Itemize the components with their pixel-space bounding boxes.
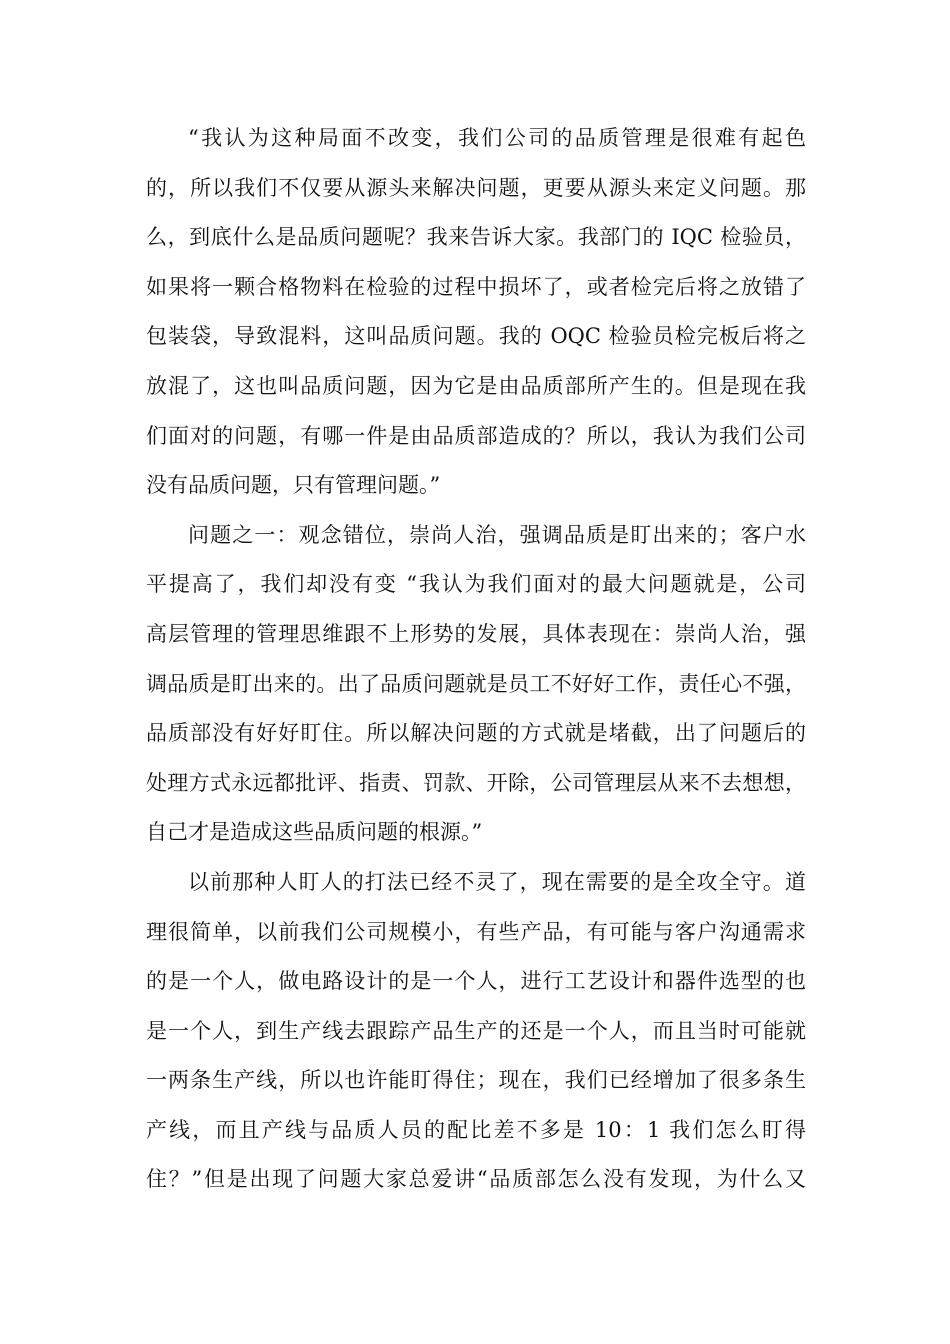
paragraph-2-line: 处理方式永远都批评、指责、罚款、开除，公司管理层从来不去想想， xyxy=(146,770,806,795)
paragraph-1-line: 的，所以我们不仅要从源头来解决问题，更要从源头来定义问题。那 xyxy=(146,175,806,200)
paragraph-2-line: 品质部没有好好盯住。所以解决问题的方式就是堵截，出了问题后的 xyxy=(146,721,806,746)
paragraph-3-line: 的是一个人，做电路设计的是一个人，进行工艺设计和器件选型的也 xyxy=(146,969,806,994)
paragraph-3-line: 产线，而且产线与品质人员的配比差不多是 10：1 我们怎么盯得 xyxy=(146,1117,806,1142)
paragraph-3-line: 理很简单，以前我们公司规模小，有些产品，有可能与客户沟通需求 xyxy=(146,919,806,944)
paragraph-3-line: 住？”但是出现了问题大家总爱讲“品质部怎么没有发现，为什么又 xyxy=(146,1167,806,1192)
paragraph-2-line: 调品质是盯出来的。出了品质问题就是员工不好好工作，责任心不强， xyxy=(146,671,806,696)
paragraph-1-line: 包装袋，导致混料，这叫品质问题。我的 OQC 检验员检完板后将之 xyxy=(146,324,806,349)
paragraph-2-line: 高层管理的管理思维跟不上形势的发展，具体表现在：崇尚人治，强 xyxy=(146,621,806,646)
paragraph-3-line: 以前那种人盯人的打法已经不灵了，现在需要的是全攻全守。道 xyxy=(188,869,806,894)
paragraph-1-line: 们面对的问题，有哪一件是由品质部造成的？所以，我认为我们公司 xyxy=(146,423,806,448)
body-text xyxy=(146,114,806,1205)
paragraph-2-line: 平提高了，我们却没有变 “我认为我们面对的最大问题就是，公司 xyxy=(146,572,806,597)
paragraph-1-line: 么，到底什么是品质问题呢？我来告诉大家。我部门的 IQC 检验员， xyxy=(146,225,806,250)
paragraph-2-line: 自己才是造成这些品质问题的根源。” xyxy=(146,820,483,845)
paragraph-2-line: 问题之一：观念错位，崇尚人治，强调品质是盯出来的；客户水 xyxy=(188,522,806,547)
paragraph-1-line: “我认为这种局面不改变，我们公司的品质管理是很难有起色 xyxy=(188,126,806,150)
paragraph-3-line: 一两条生产线，所以也许能盯得住；现在，我们已经增加了很多条生 xyxy=(146,1068,806,1093)
paragraph-1-line: 没有品质问题，只有管理问题。” xyxy=(146,473,441,498)
paragraph-3-line: 是一个人，到生产线去跟踪产品生产的还是一个人，而且当时可能就 xyxy=(146,1018,806,1043)
paragraph-1-line: 如果将一颗合格物料在检验的过程中损坏了，或者检完后将之放错了 xyxy=(146,274,806,299)
paragraph-1-line: 放混了，这也叫品质问题，因为它是由品质部所产生的。但是现在我 xyxy=(146,373,806,398)
